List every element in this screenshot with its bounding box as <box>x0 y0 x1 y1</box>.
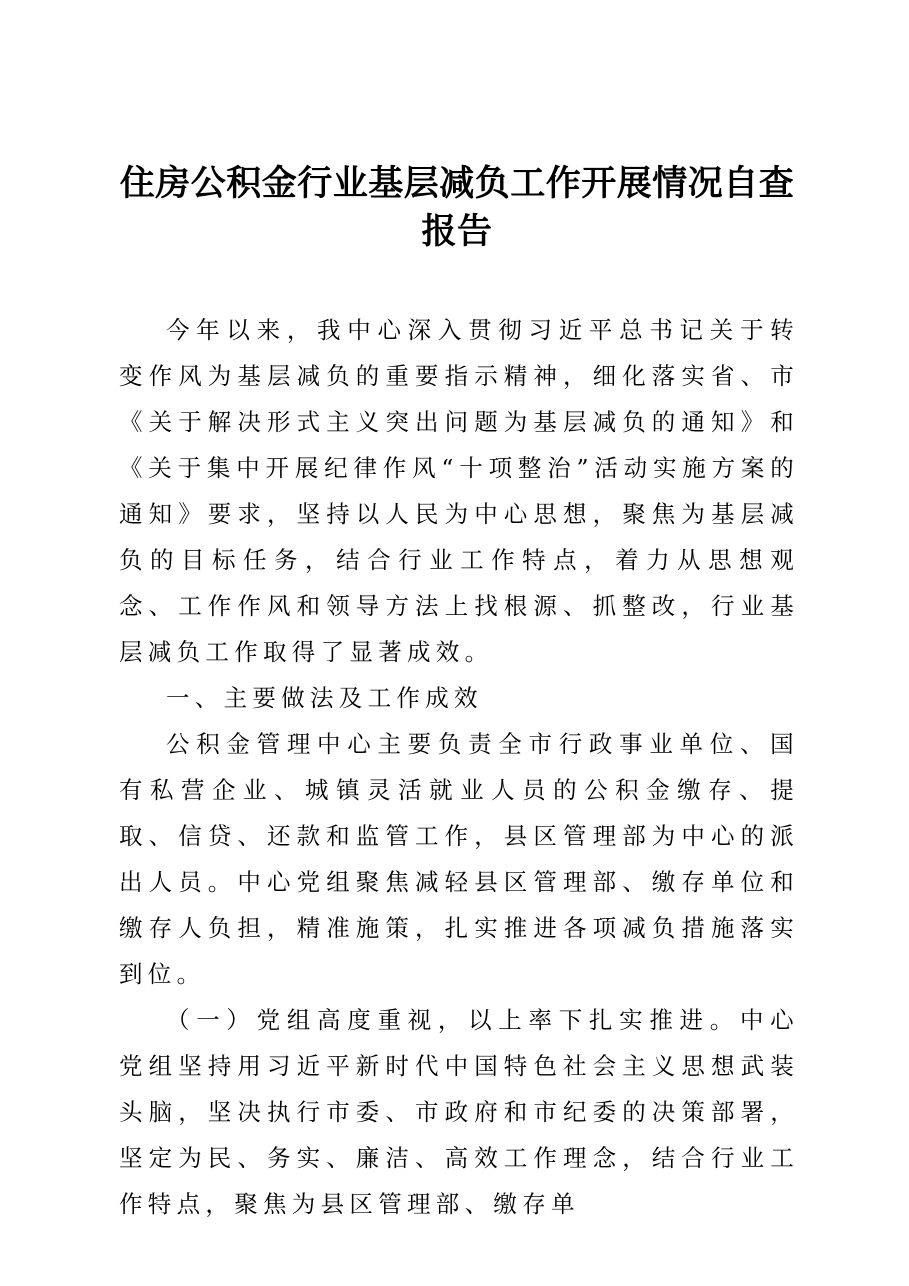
section-heading-1: 一、主要做法及工作成效 <box>166 684 483 712</box>
paragraph-overview: 公积金管理中心主要负责全市行政事业单位、国有私营企业、城镇灵活就业人员的公积金缴存、提取、信贷、还款和监管工作，县区管理部为中心的派出人员。中心党组聚焦减轻县区管理部、缴存单位和缴存人负担，精准施策，扎实推进各项减负措施落实到位。 <box>119 730 799 988</box>
document-title: 住房公积金行业基层减负工作开展情况自查报告 <box>119 163 795 252</box>
paragraph-subsection-1: （一）党组高度重视，以上率下扎实推进。中心党组坚持用习近平新时代中国特色社会主义思想武装头脑，坚决执行市委、市政府和市纪委的决策部署，坚定为民、务实、廉洁、高效工作理念，结合行业工作特点，聚焦为县区管理部、缴存单 <box>119 1006 799 1218</box>
paragraph-intro: 今年以来，我中心深入贯彻习近平总书记关于转变作风为基层减负的重要指示精神，细化落实省、市《关于解决形式主义突出问题为基层减负的通知》和《关于集中开展纪律作风“十项整治”活动实施方案的通知》要求，坚持以人民为中心思想，聚焦为基层减负的目标任务，结合行业工作特点，着力从思想观念、工作作风和领导方法上找根源、抓整改，行业基层减负工作取得了显著成效。 <box>119 316 799 666</box>
document-body <box>119 307 799 1227</box>
